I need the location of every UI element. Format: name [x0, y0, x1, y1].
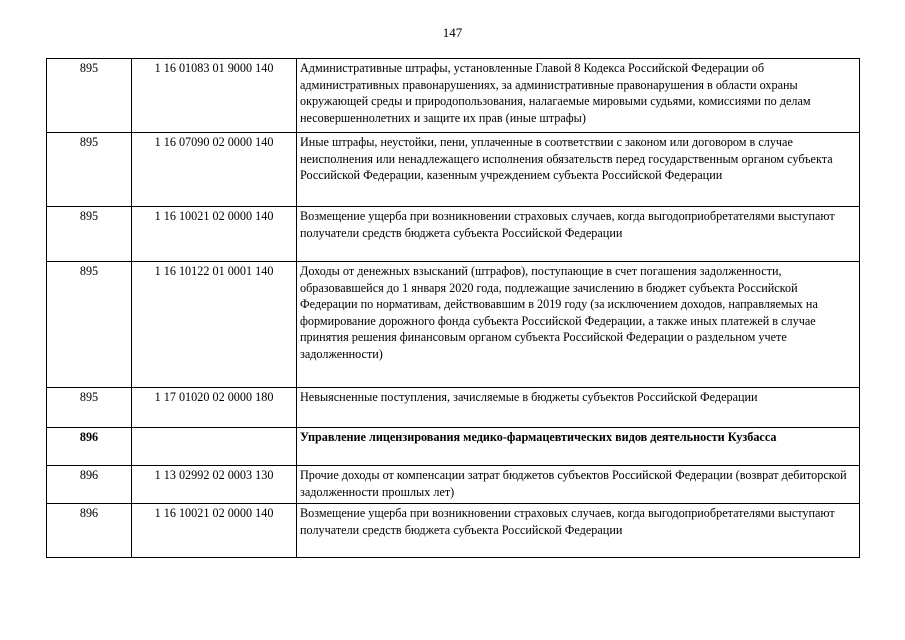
- admin-code-cell: 895: [47, 133, 132, 207]
- admin-code-cell: 895: [47, 59, 132, 133]
- table-row: [47, 466, 860, 504]
- table-row: [47, 59, 860, 133]
- kbk-code-cell: 1 17 01020 02 0000 180: [132, 388, 297, 428]
- kbk-code-cell: 1 16 10021 02 0000 140: [132, 207, 297, 262]
- revenue-name-cell: Управление лицензирования медико-фармацевтических видов деятельности Кузбасса: [297, 428, 860, 466]
- admin-code-cell: 896: [47, 466, 132, 504]
- table-row: [47, 388, 860, 428]
- revenue-name-cell: Возмещение ущерба при возникновении страховых случаев, когда выгодоприобретателями выступают получатели средств бюджета субъекта Российской Федерации: [297, 207, 860, 262]
- kbk-code-cell: 1 16 10021 02 0000 140: [132, 504, 297, 558]
- page-number: 147: [442, 25, 463, 40]
- table-row: [47, 207, 860, 262]
- table-row: [47, 504, 860, 558]
- table-row-section-header: [47, 428, 860, 466]
- kbk-code-cell: 1 16 10122 01 0001 140: [132, 262, 297, 388]
- revenue-code-table: [46, 58, 860, 558]
- kbk-code-cell: 1 16 07090 02 0000 140: [132, 133, 297, 207]
- admin-code-cell: 895: [47, 262, 132, 388]
- kbk-code-cell: 1 16 01083 01 9000 140: [132, 59, 297, 133]
- revenue-name-cell: Административные штрафы, установленные Главой 8 Кодекса Российской Федерации об административных правонарушениях, за административные правонарушения в области охраны окружающей среды и природопользования, налагаемые мировыми судьями, комиссиями по делам несовершеннолетних и защите их прав (иные штрафы): [297, 59, 860, 133]
- revenue-name-cell: Возмещение ущерба при возникновении страховых случаев, когда выгодоприобретателями выступают получатели средств бюджета субъекта Российской Федерации: [297, 504, 860, 558]
- revenue-name-cell: Невыясненные поступления, зачисляемые в бюджеты субъектов Российской Федерации: [297, 388, 860, 428]
- revenue-name-cell: Доходы от денежных взысканий (штрафов), поступающие в счет погашения задолженности, образовавшейся до 1 января 2020 года, подлежащие зачислению в бюджет субъекта Российской Федерации по нормативам, действовавшим в 2019 году (за исключением доходов, направляемых на формирование дорожного фонда субъекта Российской Федерации, а также иных платежей в случае принятия решения финансовым органом субъекта Российской Федерации о раздельном учете задолженности): [297, 262, 860, 388]
- admin-code-cell: 896: [47, 504, 132, 558]
- admin-code-cell: 896: [47, 428, 132, 466]
- admin-code-cell: 895: [47, 207, 132, 262]
- table-row: [47, 133, 860, 207]
- kbk-code-cell: 1 13 02992 02 0003 130: [132, 466, 297, 504]
- admin-code-cell: 895: [47, 388, 132, 428]
- revenue-name-cell: Прочие доходы от компенсации затрат бюджетов субъектов Российской Федерации (возврат дебиторской задолженности прошлых лет): [297, 466, 860, 504]
- table-row: [47, 262, 860, 388]
- revenue-name-cell: Иные штрафы, неустойки, пени, уплаченные в соответствии с законом или договором в случае неисполнения или ненадлежащего исполнения обязательств перед государственным органом субъекта Российской Федерации, казенным учреждением субъекта Российской Федерации: [297, 133, 860, 207]
- kbk-code-cell: [132, 428, 297, 466]
